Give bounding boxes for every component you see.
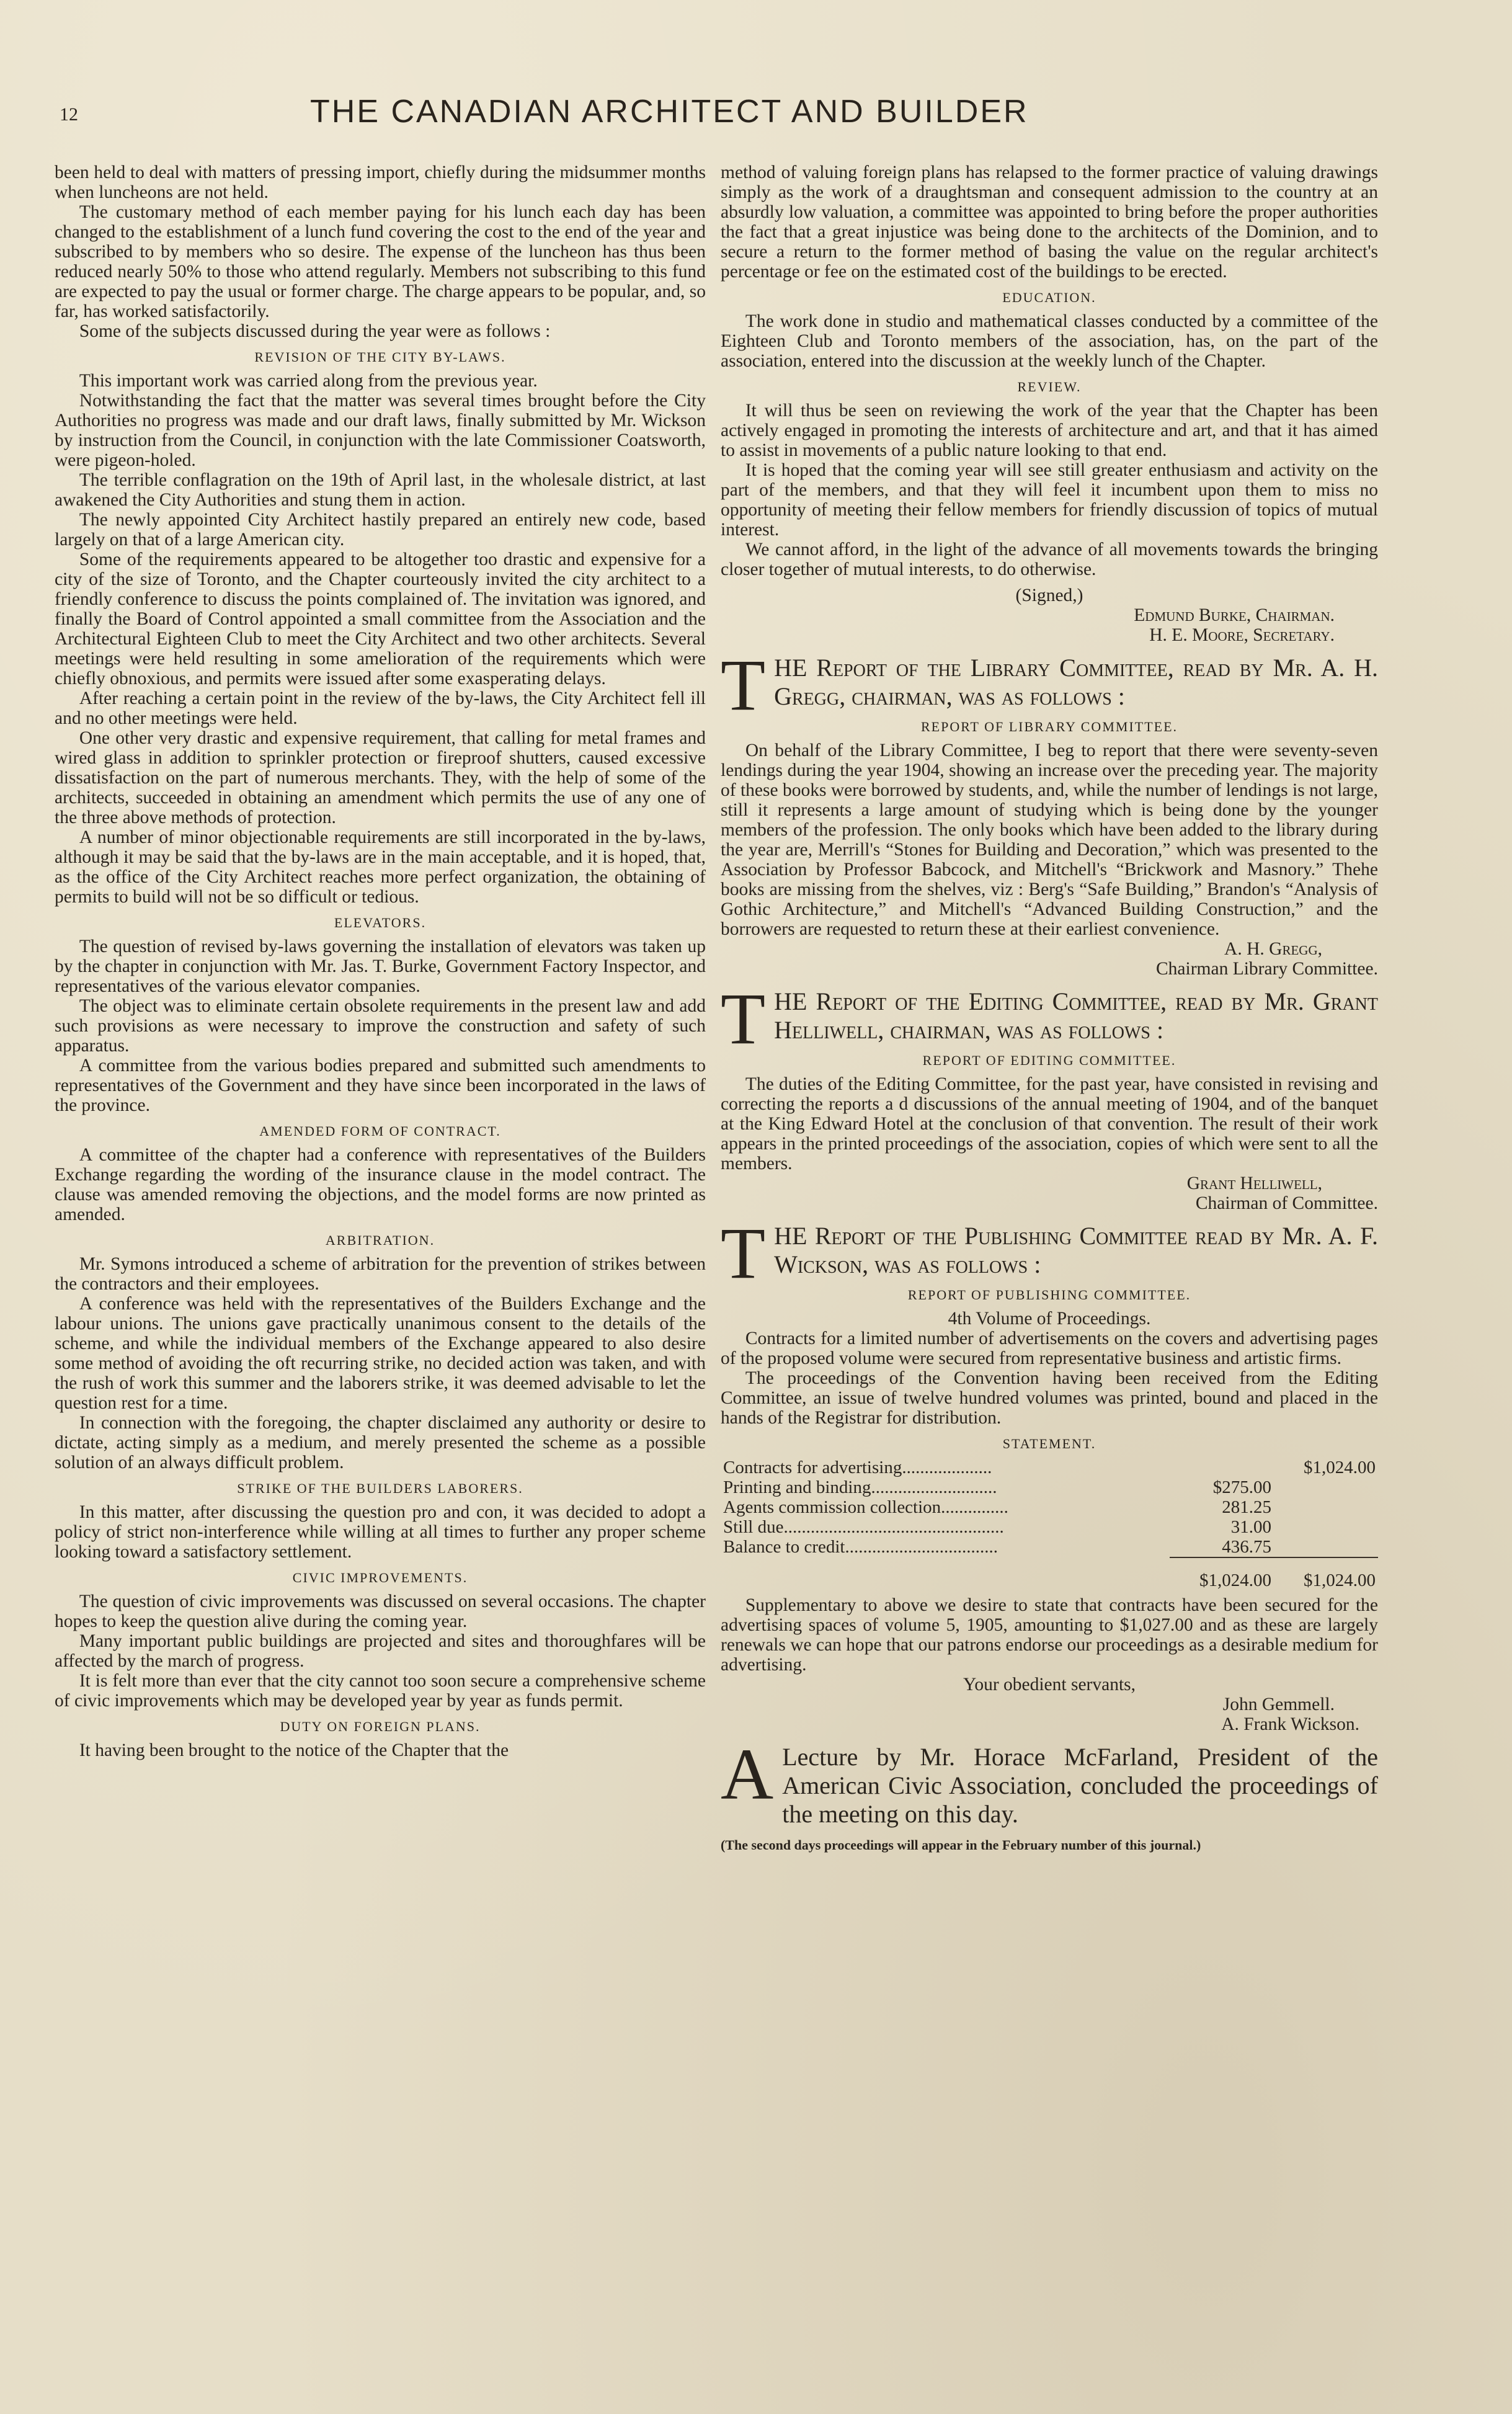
footnote: (The second days proceedings will appear in the February number of this journal.) bbox=[721, 1837, 1201, 1853]
statement-debit: 31.00 bbox=[1230, 1517, 1271, 1537]
paragraph: The duties of the Editing Committee, for the past year, have consisted in revising and correcting the reports a d discussions of the annual meeting of 1904, and of the banquet at the King Edward Hotel at the conclusion of that convention. The result of their work appears in the printed proceedings of the association, copies of which were sent to all the members. bbox=[721, 1074, 1378, 1174]
statement-debit: 281.25 bbox=[1222, 1497, 1271, 1517]
statement-label: Contracts for advertising.................... bbox=[723, 1458, 992, 1477]
lecture-text: Lecture by Mr. Horace McFarland, President of the American Civic Association, concluded the proceedings of the meeting on this day. bbox=[782, 1743, 1378, 1828]
paragraph: It having been brought to the notice of the Chapter that the bbox=[79, 1740, 509, 1760]
paragraph: Contracts for a limited number of advertisements on the covers and advertising pages of the proposed volume were secured from representative business and artistic firms. bbox=[721, 1329, 1378, 1368]
statement-row bbox=[721, 1477, 1378, 1497]
paragraph: This important work was carried along from the previous year. bbox=[79, 371, 538, 391]
paragraph: A conference was held with the representatives of the Builders Exchange and the labour unions. The unions gave practically unanimous consent to the details of the scheme, and while the individual members of the Exchange appeared to also desire some method of avoiding the oft recurring strike, no decided action was taken, and with the rush of work this summer and the laborers strike, it was deemed advisable to let the question rest for a time. bbox=[55, 1294, 706, 1413]
paragraph: We cannot afford, in the light of the advance of all movements towards the bringing closer together of mutual interests, to do otherwise. bbox=[721, 540, 1378, 579]
section-heading-editing: REPORT OF EDITING COMMITTEE. bbox=[922, 1053, 1176, 1068]
statement-credit bbox=[1274, 1537, 1378, 1557]
publishing-report bbox=[721, 1213, 1378, 1294]
paragraph: Some of the requirements appeared to be altogether too drastic and expensive for a city of the size of Toronto, and the Chapter courteously invited the city architect to a friendly conference to discuss the points complained of. The invitation was ignored, and finally the Board of Control appointed a small committee from the Association and the Architectural Eighteen Club to meet the City Architect and two other architects. Several meetings were held resulting in some amelioration of the requirements which were chiefly obnoxious, and permits were issued after some exasperating delays. bbox=[55, 550, 706, 688]
library-signature bbox=[721, 939, 1378, 979]
statement-label: Agents commission collection............... bbox=[723, 1497, 1008, 1517]
total-debit: $1,024.00 bbox=[1170, 1557, 1274, 1590]
statement-row bbox=[721, 1517, 1378, 1537]
statement-debit: $275.00 bbox=[1212, 1477, 1271, 1497]
statement-debit: 436.75 bbox=[1222, 1537, 1271, 1557]
section-heading-education: EDUCATION. bbox=[1002, 290, 1096, 305]
library-report bbox=[721, 644, 1378, 726]
signature-secretary: H. E. Moore, Secretary. bbox=[1149, 625, 1335, 645]
total-credit: $1,024.00 bbox=[1274, 1557, 1378, 1590]
statement-credit bbox=[1274, 1497, 1378, 1517]
paragraph: One other very drastic and expensive requirement, that calling for metal frames and wired glass in addition to sprinkler protection or fireproof shutters, caused excessive dissatisfaction on the part of numerous merchants. They, with the help of some of the architects, succeeded in obtaining an amendment which permits the use of any one of the three above methods of protection. bbox=[55, 728, 706, 827]
signature-block bbox=[721, 605, 1378, 645]
section-heading-bylaws: REVISION OF THE CITY BY-LAWS. bbox=[254, 349, 506, 365]
statement-label: Printing and binding............................ bbox=[723, 1477, 997, 1497]
section-heading-library: REPORT OF LIBRARY COMMITTEE. bbox=[920, 719, 1178, 734]
publishing-subheading: 4th Volume of Proceedings. bbox=[948, 1309, 1151, 1329]
section-heading-arbitration: ARBITRATION. bbox=[325, 1232, 435, 1248]
section-heading-statement: STATEMENT. bbox=[1002, 1436, 1096, 1451]
section-heading-publishing: REPORT OF PUBLISHING COMMITTEE. bbox=[907, 1287, 1191, 1303]
section-heading-elevators: ELEVATORS. bbox=[334, 915, 427, 930]
section-heading-civic: CIVIC IMPROVEMENTS. bbox=[292, 1570, 468, 1585]
statement-row bbox=[721, 1458, 1378, 1477]
page-number: 12 bbox=[60, 104, 78, 125]
paragraph: Some of the subjects discussed during the year were as follows : bbox=[79, 321, 551, 341]
drop-cap: T bbox=[721, 1213, 766, 1294]
statement-debit bbox=[1170, 1458, 1274, 1477]
paragraph: The object was to eliminate certain obsolete requirements in the present law and add such provisions as were necessary to improve the construction and safety of such apparatus. bbox=[55, 996, 706, 1056]
paragraph: In connection with the foregoing, the chapter disclaimed any authority or desire to dictate, acting simply as a medium, and merely presented the scheme as a possible solution of an always difficult problem. bbox=[55, 1413, 706, 1472]
drop-cap: A bbox=[721, 1734, 774, 1815]
paragraph: The question of revised by-laws governing the installation of elevators was taken up by the chapter in conjunction with Mr. Jas. T. Burke, Government Factory Inspector, and representatives of the various elevator companies. bbox=[55, 937, 706, 996]
statement-label: Still due................................................. bbox=[723, 1517, 1004, 1537]
paragraph: The newly appointed City Architect hastily prepared an entirely new code, based largely on that of a large American city. bbox=[55, 510, 706, 550]
signature-title: Chairman of Committee. bbox=[1195, 1193, 1378, 1213]
section-heading-duty: DUTY ON FOREIGN PLANS. bbox=[280, 1719, 481, 1734]
paragraph: The work done in studio and mathematical classes conducted by a committee of the Eighteen Club and Toronto members of the association, has, on the part of the association, entered into the discussion at the weekly lunch of the Chapter. bbox=[721, 311, 1378, 371]
left-column bbox=[55, 163, 706, 1760]
paragraph: It is hoped that the coming year will see still greater enthusiasm and activity on the part of the members, and that they will feel it incumbent upon them to miss no opportunity of meeting their fellow members for friendly discussion of topics of mutual interest. bbox=[721, 460, 1378, 540]
statement-label: Balance to credit.................................. bbox=[723, 1537, 998, 1557]
signature-name: John Gemmell. bbox=[1222, 1695, 1335, 1714]
report-title-editing: HE Report of the Editing Committee, read by Mr. Grant Helliwell, chairman, was as follows : bbox=[774, 987, 1378, 1044]
section-heading-review: REVIEW. bbox=[1017, 379, 1082, 394]
statement-row bbox=[721, 1497, 1378, 1517]
paragraph: method of valuing foreign plans has relapsed to the former practice of valuing drawings simply as the work of a draughtsman and consequent admission to the country at an absurdly low valuation, a committee was appointed to bring before the proper authorities the fact that a great injustice was being done to the architects of the Dominion, and to secure a return to the former method of basing the value on the regular architect's percentage or fee on the estimated cost of the buildings to be erected. bbox=[721, 163, 1378, 282]
signature-name: A. Frank Wickson. bbox=[1221, 1714, 1359, 1734]
paragraph: After reaching a certain point in the review of the by-laws, the City Architect fell ill and no other meetings were held. bbox=[55, 688, 706, 728]
masthead-title: THE CANADIAN ARCHITECT AND BUILDER bbox=[310, 94, 1029, 130]
publishing-signature bbox=[721, 1695, 1378, 1734]
statement-credit bbox=[1274, 1517, 1378, 1537]
statement-table bbox=[721, 1458, 1378, 1590]
section-heading-strike: STRIKE OF THE BUILDERS LABORERS. bbox=[237, 1481, 523, 1496]
paragraph: A committee of the chapter had a conference with representatives of the Builders Exchange regarding the wording of the insurance clause in the model contract. The clause was amended removing the objections, and the model forms are now printed as amended. bbox=[55, 1145, 706, 1224]
paragraph: It is felt more than ever that the city cannot too soon secure a comprehensive scheme of civic improvements which may be developed year by year as funds permit. bbox=[55, 1671, 706, 1711]
paragraph: Mr. Symons introduced a scheme of arbitration for the prevention of strikes between the contractors and their employees. bbox=[55, 1254, 706, 1294]
paragraph: A number of minor objectionable requirements are still incorporated in the by-laws, although it may be said that the by-laws are in the main acceptable, and it is hoped, that, as the office of the City Architect reaches more perfect organization, the obtaining of permits to build will not be so difficult or tedious. bbox=[55, 827, 706, 907]
drop-cap: T bbox=[721, 644, 766, 726]
paragraph: It will thus be seen on reviewing the work of the year that the Chapter has been actively engaged in promoting the interests of architecture and art, and that it has aimed to assist in movements of a public nature looking to that end. bbox=[721, 401, 1378, 460]
paragraph: been held to deal with matters of pressing import, chiefly during the midsummer months when luncheons are not held. bbox=[55, 163, 706, 202]
paragraph: Notwithstanding the fact that the matter was several times brought before the City Authorities no progress was made and our draft laws, finally submitted by Mr. Wickson by instruction from the Council, in conjunction with the late Commissioner Coatsworth, were pigeon-holed. bbox=[55, 391, 706, 470]
paragraph: Many important public buildings are projected and sites and thoroughfares will be affected by the march of progress. bbox=[55, 1631, 706, 1671]
paragraph: Supplementary to above we desire to state that contracts have been secured for the advertising spaces of volume 5, 1905, amounting to $1,027.00 and as these are largely renewals we can hope that our patrons endorse our proceedings as a desirable medium for advertising. bbox=[721, 1595, 1378, 1675]
report-title-library: HE Report of the Library Committee, read by Mr. A. H. Gregg, chairman, was as follows : bbox=[774, 654, 1378, 710]
paragraph: The customary method of each member paying for his lunch each day has been changed to the establishment of a lunch fund covering the cost to the end of the year and subscribed to by members who so desire. The expense of the luncheon has thus been reduced nearly 50% to those who attend regularly. Members not subscribing to this fund are expected to pay the usual or former charge. The charge appears to be popular, and, so far, has worked satisfactorily. bbox=[55, 202, 706, 321]
editing-signature bbox=[721, 1174, 1378, 1213]
drop-cap: T bbox=[721, 978, 766, 1059]
statement-total-row bbox=[721, 1557, 1378, 1590]
signature-title: Chairman Library Committee. bbox=[1155, 959, 1378, 979]
signature-name: A. H. Gregg, bbox=[1224, 939, 1322, 959]
paragraph: The question of civic improvements was discussed on several occasions. The chapter hopes to keep the question alive during the coming year. bbox=[55, 1592, 706, 1631]
lecture-notice bbox=[721, 1734, 1378, 1828]
section-heading-contract: AMENDED FORM OF CONTRACT. bbox=[259, 1123, 501, 1139]
paragraph: On behalf of the Library Committee, I beg to report that there were seventy-seven lendings during the year 1904, showing an increase over the preceding year. The majority of these books were borrowed by students, and, while the number of lendings is not large, still it represents a large amount of studying which is being done by the younger members of the profession. The only books which have been added to the library during the year are, Merrill's “Stones for Building and Decoration,” which was presented to the Association by Professor Babcock, and Mitchell's “Brickwork and Masnory.” Thehe books are missing from the shelves, viz : Berg's “Safe Building,” Brandon's “Analysis of Gothic Architecture,” and Mitchell's “Advanced Building Construction,” and the borrowers are requested to return these at their earliest convenience. bbox=[721, 741, 1378, 939]
report-title-publishing: HE Report of the Publishing Committee read by Mr. A. F. Wickson, was as follows : bbox=[774, 1222, 1378, 1278]
paragraph: A committee from the various bodies prepared and submitted such amendments to representatives of the Government and they have since been incorporated in the laws of the province. bbox=[55, 1056, 706, 1115]
paragraph: The terrible conflagration on the 19th of April last, in the wholesale district, at last awakened the City Authorities and stung them in action. bbox=[55, 470, 706, 510]
paragraph: The proceedings of the Convention having been received from the Editing Committee, an issue of twelve hundred volumes was printed, bound and placed in the hands of the Registrar for distribution. bbox=[721, 1368, 1378, 1428]
signed-label: (Signed,) bbox=[1015, 586, 1083, 605]
statement-credit bbox=[1274, 1477, 1378, 1497]
editing-report bbox=[721, 978, 1378, 1059]
closing-line: Your obedient servants, bbox=[963, 1675, 1136, 1695]
paragraph: In this matter, after discussing the question pro and con, it was decided to adopt a policy of strict non-interference while willing at all times to further any proper scheme looking toward a satisfactory settlement. bbox=[55, 1502, 706, 1562]
right-column bbox=[721, 163, 1378, 1853]
signature-chairman: Edmund Burke, Chairman. bbox=[1134, 605, 1335, 625]
statement-row bbox=[721, 1537, 1378, 1557]
statement-credit: $1,024.00 bbox=[1304, 1458, 1376, 1477]
signature-name: Grant Helliwell, bbox=[1186, 1174, 1322, 1193]
